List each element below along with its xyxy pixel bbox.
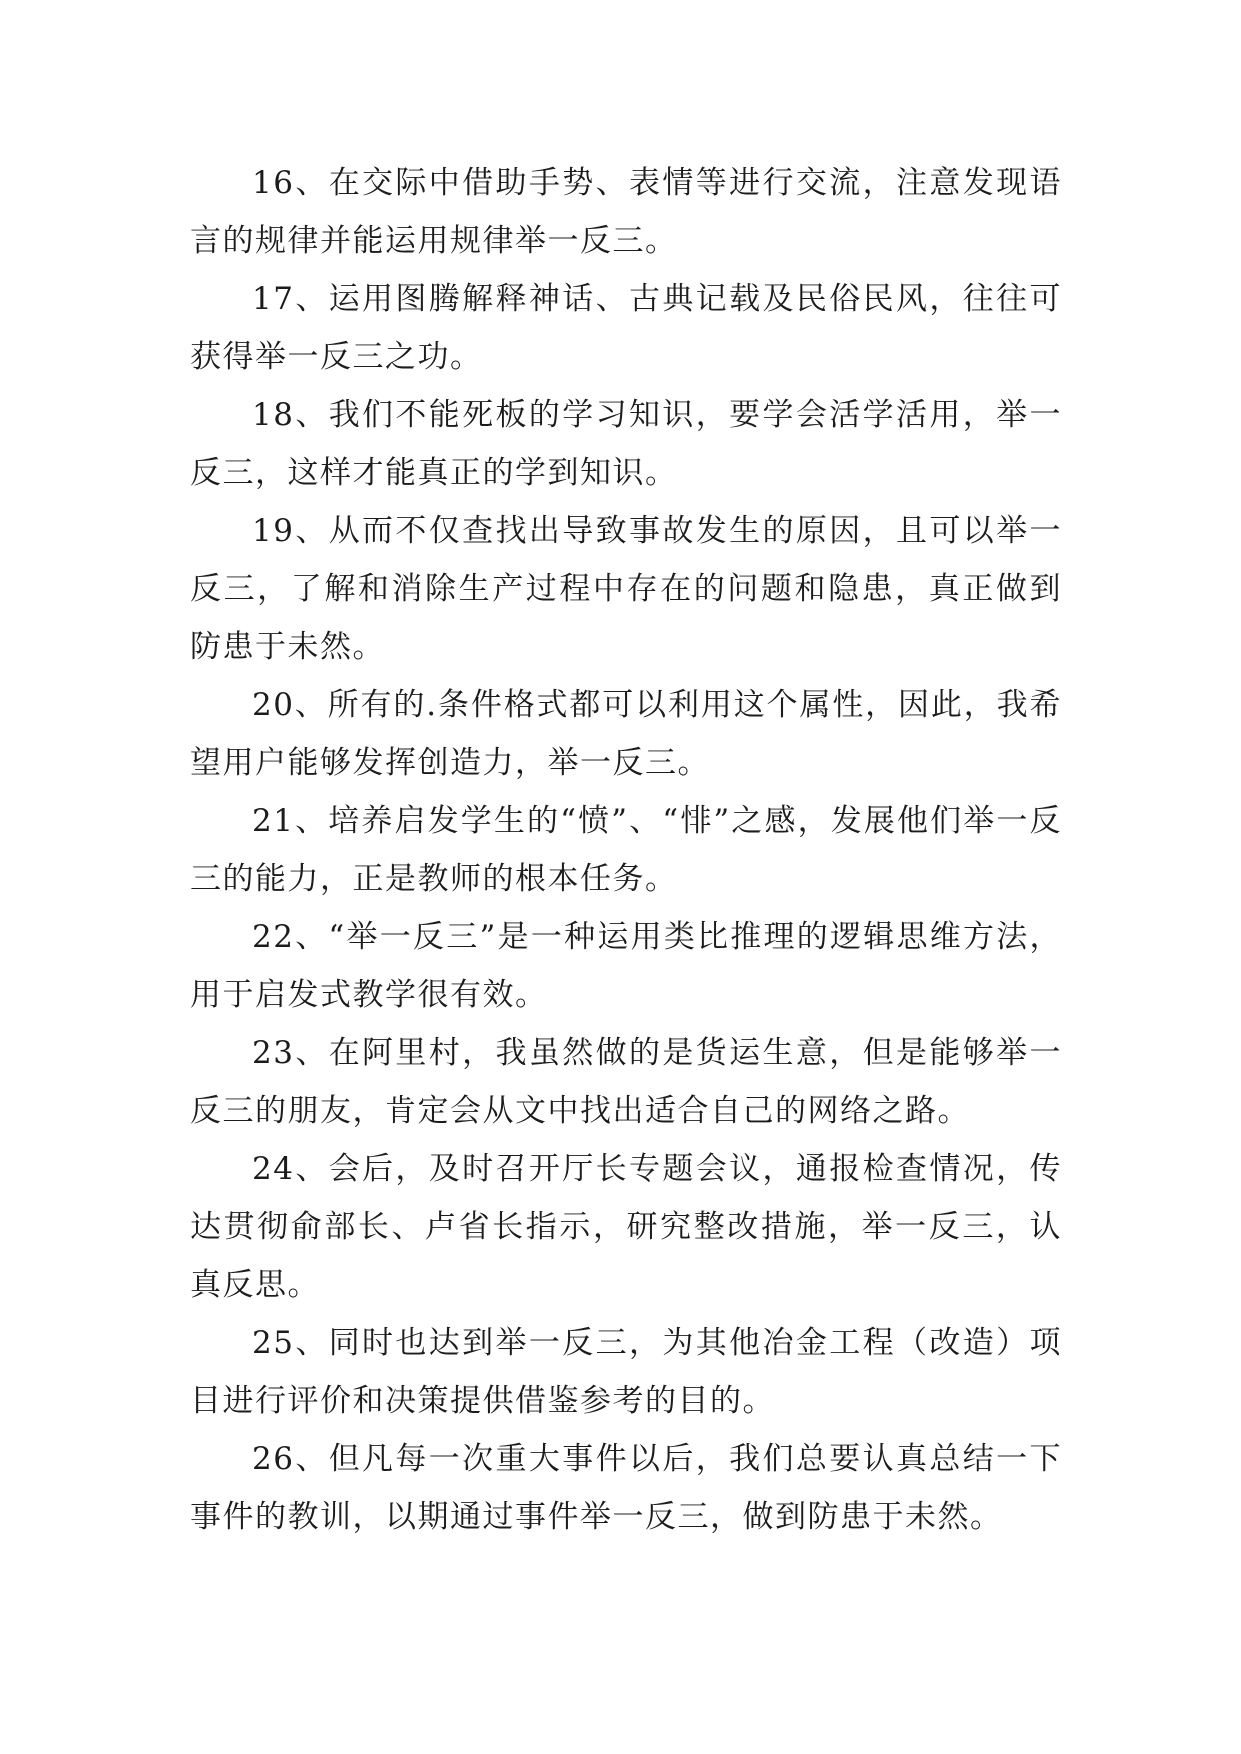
paragraph-20: 20、所有的.条件格式都可以利用这个属性，因此，我希望用户能够发挥创造力，举一反三。 (190, 687, 1062, 781)
paragraph-16: 16、在交际中借助手势、表情等进行交流，注意发现语言的规律并能运用规律举一反三。 (190, 165, 1062, 259)
paragraph-19: 19、从而不仅查找出导致事故发生的原因，且可以举一反三，了解和消除生产过程中存在的问题和隐患，真正做到防患于未然。 (190, 513, 1062, 665)
document-body (190, 154, 1062, 1546)
paragraph-17: 17、运用图腾解释神话、古典记载及民俗民风，往往可获得举一反三之功。 (190, 281, 1062, 375)
paragraph-21: 21、培养启发学生的“愤”、“悱”之感，发展他们举一反三的能力，正是教师的根本任务。 (190, 803, 1062, 897)
paragraph-23: 23、在阿里村，我虽然做的是货运生意，但是能够举一反三的朋友，肯定会从文中找出适合自己的网络之路。 (190, 1035, 1062, 1129)
paragraph-22: 22、“举一反三”是一种运用类比推理的逻辑思维方法，用于启发式教学很有效。 (190, 919, 1062, 1013)
paragraph-25: 25、同时也达到举一反三，为其他冶金工程（改造）项目进行评价和决策提供借鉴参考的目的。 (190, 1325, 1062, 1419)
paragraph-24: 24、会后，及时召开厅长专题会议，通报检查情况，传达贯彻俞部长、卢省长指示，研究整改措施，举一反三，认真反思。 (190, 1151, 1062, 1303)
paragraph-18: 18、我们不能死板的学习知识，要学会活学活用，举一反三，这样才能真正的学到知识。 (190, 397, 1062, 491)
paragraph-26: 26、但凡每一次重大事件以后，我们总要认真总结一下事件的教训，以期通过事件举一反三，做到防患于未然。 (190, 1441, 1062, 1535)
